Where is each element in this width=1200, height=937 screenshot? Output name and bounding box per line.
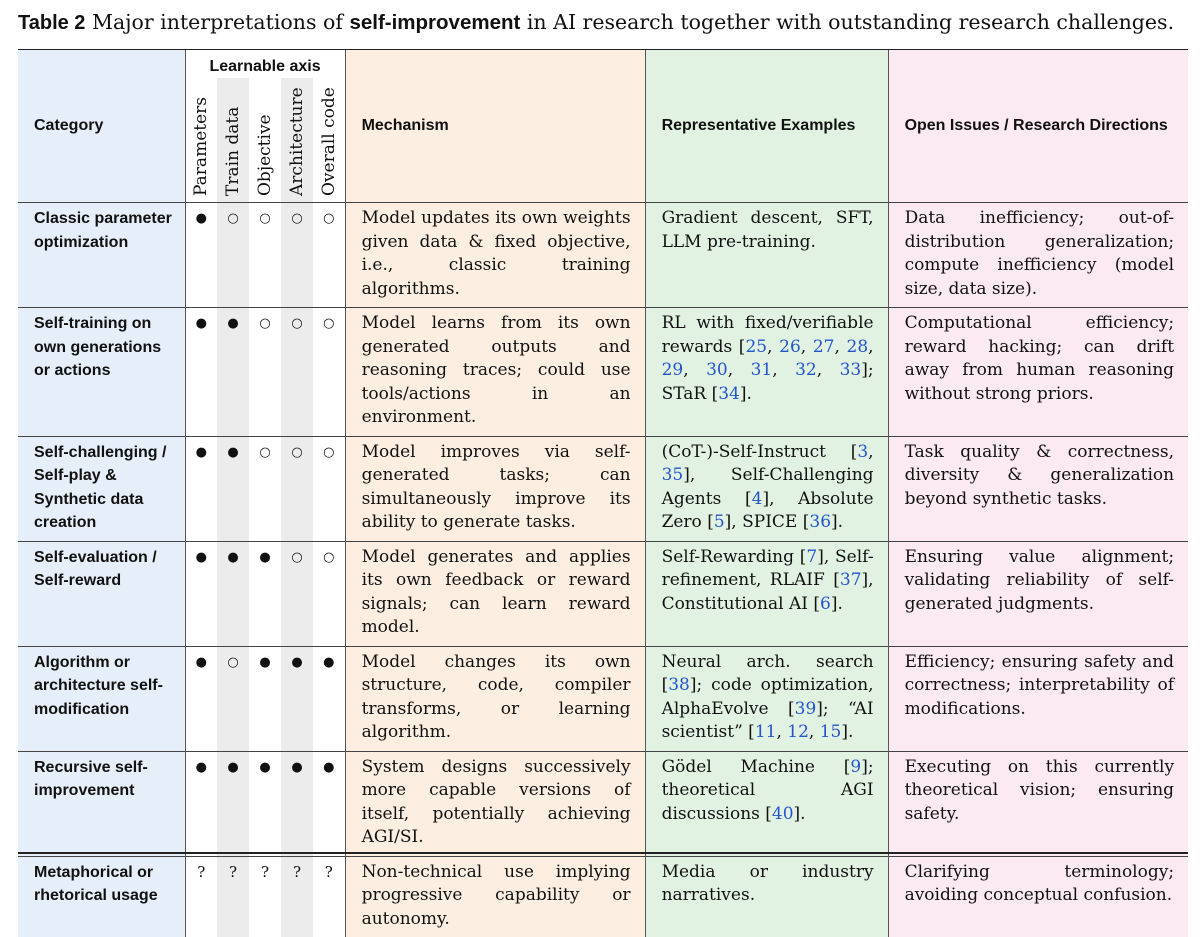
axis-label-architecture: Architecture	[287, 87, 307, 196]
axis-mark: ●	[217, 541, 249, 646]
citation-link[interactable]: 3	[857, 441, 869, 462]
example-text: ,	[776, 722, 788, 742]
axis-mark: ?	[313, 856, 345, 937]
example-text: (CoT-)-Self-Instruct [	[661, 441, 858, 462]
axis-mark: ?	[281, 856, 313, 937]
citation-link[interactable]: 26	[779, 336, 801, 357]
axis-mark: ●	[313, 751, 345, 856]
axis-mark: ●	[185, 308, 217, 437]
table-row	[18, 203, 1188, 308]
issues-cell: Executing on this currently theoretical vision; ensuring safety.	[888, 751, 1188, 856]
header-row-1	[18, 50, 1188, 78]
mechanism-header: Mechanism	[345, 50, 645, 203]
citation-link[interactable]: 35	[661, 465, 684, 485]
issues-cell: Clarifying terminology; avoiding conceptual confusion.	[888, 856, 1188, 937]
mechanism-cell: Model changes its own structure, code, compiler transforms, or learning algorithm.	[345, 646, 645, 751]
category-header: Category	[18, 50, 185, 203]
issues-header: Open Issues / Research Directions	[888, 50, 1188, 203]
citation-link[interactable]: 6	[819, 593, 831, 614]
axis-mark: ●	[281, 751, 313, 856]
citation-link[interactable]: 33	[839, 360, 862, 380]
axis-mark: ●	[185, 541, 217, 646]
example-text: ]; theoretical AGI discussions [	[661, 756, 874, 824]
citation-link[interactable]: 37	[839, 570, 862, 590]
axis-mark: ○	[281, 308, 313, 437]
mechanism-cell: System designs successively more capable versions of itself, potentially achieving AGI/SI.	[345, 751, 645, 856]
interpretations-table	[18, 50, 1188, 937]
example-text: ]; code optimization, AlphaEvolve [	[661, 675, 874, 719]
citation-link[interactable]: 30	[706, 360, 728, 380]
axis-label-parameters: Parameters	[191, 97, 212, 196]
example-text: ]; STaR [	[661, 360, 874, 404]
axis-mark: ○	[217, 203, 249, 308]
table-row	[18, 308, 1188, 437]
axis-mark: ●	[185, 436, 217, 541]
citation-link[interactable]: 40	[771, 803, 794, 824]
axis-mark: ●	[217, 751, 249, 856]
citation-link[interactable]: 38	[668, 675, 690, 695]
citation-link[interactable]: 7	[806, 546, 818, 567]
example-text: ].	[793, 803, 806, 824]
axis-mark: ○	[313, 308, 345, 437]
issues-cell: Data inefficiency; out-of-distribution generalization; compute inefficiency (model size, data size).	[888, 203, 1188, 308]
axis-mark: ○	[249, 203, 281, 308]
axis-mark: ●	[249, 541, 281, 646]
example-text: Self-Rewarding [	[661, 546, 807, 567]
example-text: ,	[800, 336, 813, 357]
example-text: Neural arch. search [	[661, 651, 874, 695]
axis-mark: ○	[281, 203, 313, 308]
table-row	[18, 541, 1188, 646]
examples-cell	[645, 751, 888, 856]
table-row	[18, 856, 1188, 937]
examples-cell	[645, 541, 888, 646]
axis-mark: ○	[313, 203, 345, 308]
axis-mark: ●	[185, 646, 217, 751]
table-row	[18, 646, 1188, 751]
example-text: ,	[834, 336, 847, 357]
example-text: ].	[841, 722, 854, 742]
axis-label-overall-code: Overall code	[318, 87, 339, 196]
examples-cell	[645, 203, 888, 308]
example-text: ], Self-refinement, RLAIF [	[661, 546, 874, 590]
citation-link[interactable]: 29	[661, 360, 684, 380]
axis-mark: ?	[249, 856, 281, 937]
example-text: ,	[816, 360, 840, 380]
citation-link[interactable]: 9	[850, 756, 862, 777]
citation-link[interactable]: 12	[787, 722, 809, 742]
caption-text-before: Major interpretations of	[85, 10, 350, 34]
example-text: ,	[772, 360, 796, 380]
example-text: Gradient descent, SFT, LLM pre-training.	[661, 208, 874, 252]
axis-mark: ●	[249, 646, 281, 751]
examples-cell	[645, 436, 888, 541]
axis-mark: ○	[313, 541, 345, 646]
example-text: RL with fixed/verifiable rewards [	[661, 313, 874, 357]
axis-mark: ○	[313, 436, 345, 541]
example-text: ], Constitutional AI [	[661, 570, 874, 614]
examples-cell	[645, 646, 888, 751]
citation-link[interactable]: 36	[809, 512, 832, 532]
category-cell: Recursive self-improvement	[18, 751, 185, 856]
example-text: ,	[868, 441, 874, 462]
citation-link[interactable]: 39	[794, 698, 817, 719]
axis-label-train-data: Train data	[223, 106, 243, 196]
axis-mark: ○	[281, 541, 313, 646]
example-text: ,	[868, 336, 874, 357]
citation-link[interactable]: 11	[754, 722, 777, 742]
axis-mark: ●	[281, 646, 313, 751]
bottom-rule	[18, 852, 1188, 854]
example-text: ,	[767, 336, 780, 357]
category-cell: Classic parameter optimization	[18, 203, 185, 308]
examples-cell	[645, 856, 888, 937]
axis-mark: ●	[313, 646, 345, 751]
example-text: ], Self-Challenging Agents [	[661, 465, 874, 509]
table-row	[18, 436, 1188, 541]
axis-mark: ●	[217, 308, 249, 437]
axis-mark: ●	[185, 203, 217, 308]
example-text: Gödel Machine [	[661, 756, 851, 777]
axis-mark: ●	[185, 751, 217, 856]
category-cell: Algorithm or architecture self-modification	[18, 646, 185, 751]
category-cell: Metaphorical or rhetorical usage	[18, 856, 185, 937]
issues-cell: Task quality & correctness, diversity & generalization beyond synthetic tasks.	[888, 436, 1188, 541]
axis-mark: ●	[249, 751, 281, 856]
examples-cell	[645, 308, 888, 437]
example-text: ], SPICE [	[724, 512, 810, 532]
citation-link[interactable]: 25	[745, 336, 768, 357]
example-text: ], Absolute Zero [	[661, 488, 874, 532]
example-text: ].	[739, 383, 752, 404]
table-label: Table 2	[18, 12, 86, 34]
citation-link[interactable]: 32	[795, 360, 817, 380]
caption-text-after: in AI research together with outstanding research challenges.	[520, 10, 1175, 34]
mechanism-cell: Model learns from its own generated outputs and reasoning traces; could use tools/actions in an environment.	[345, 308, 645, 437]
issues-cell: Efficiency; ensuring safety and correctness; interpretability of modifications.	[888, 646, 1188, 751]
citation-link[interactable]: 34	[718, 383, 740, 404]
citation-link[interactable]: 4	[751, 488, 763, 509]
axis-mark: ○	[281, 436, 313, 541]
axis-mark: ●	[217, 436, 249, 541]
example-text: ,	[808, 722, 820, 742]
issues-cell: Computational efficiency; reward hacking; can drift away from human reasoning without strong priors.	[888, 308, 1188, 437]
mechanism-cell: Model updates its own weights given data & fixed objective, i.e., classic training algorithms.	[345, 203, 645, 308]
category-cell: Self-training on own generations or actions	[18, 308, 185, 437]
table-caption	[18, 10, 1188, 35]
example-text: ].	[830, 593, 843, 614]
example-text: ,	[727, 360, 751, 380]
example-text: ].	[831, 512, 844, 532]
axis-label-objective: Objective	[255, 114, 275, 196]
citation-link[interactable]: 15	[819, 722, 842, 742]
table-row	[18, 751, 1188, 856]
example-text: ]; “AI scientist” [	[661, 698, 874, 742]
examples-header: Representative Examples	[645, 50, 888, 203]
citation-link[interactable]: 28	[846, 336, 869, 357]
citation-link[interactable]: 5	[713, 512, 725, 532]
category-cell: Self-challenging / Self-play & Synthetic data creation	[18, 436, 185, 541]
axis-mark: ○	[249, 308, 281, 437]
caption-text-bold: self-improvement	[349, 11, 521, 34]
axis-mark: ?	[185, 856, 217, 937]
mechanism-cell: Model generates and applies its own feedback or reward signals; can learn reward model.	[345, 541, 645, 646]
axis-mark: ○	[249, 436, 281, 541]
category-cell: Self-evaluation / Self-reward	[18, 541, 185, 646]
axis-mark: ?	[217, 856, 249, 937]
example-text: Media or industry narratives.	[661, 861, 874, 905]
mechanism-cell: Non-technical use implying progressive capability or autonomy.	[345, 856, 645, 937]
learnable-axis-header: Learnable axis	[185, 50, 345, 78]
citation-link[interactable]: 27	[812, 336, 835, 357]
mechanism-cell: Model improves via self-generated tasks; can simultaneously improve its ability to generate tasks.	[345, 436, 645, 541]
axis-mark: ○	[217, 646, 249, 751]
citation-link[interactable]: 31	[750, 360, 773, 380]
issues-cell: Ensuring value alignment; validating reliability of self-generated judgments.	[888, 541, 1188, 646]
example-text: ,	[683, 360, 707, 380]
